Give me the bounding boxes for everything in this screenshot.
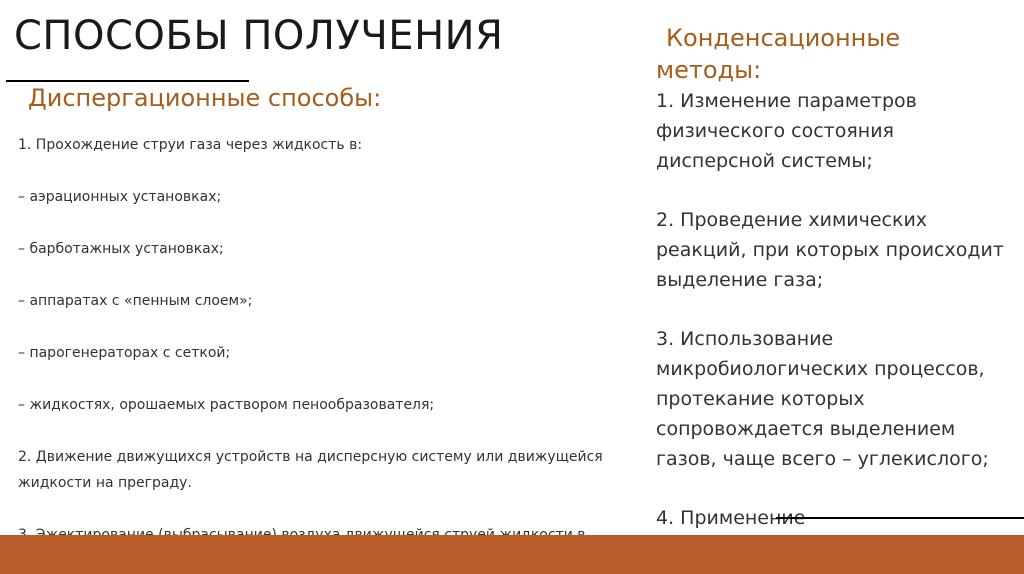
dispersion-item: 1. Прохождение струи газа через жидкость в:: [18, 137, 363, 153]
condensation-item: 2. Проведение химических реакций, при которых происходит выделение газа;: [656, 209, 1004, 291]
dispersion-item: 2. Движение движущихся устройств на дисперсную систему или движущейся жидкости на преграду.: [18, 449, 603, 491]
condensation-item: 1. Изменение параметров физического состояния дисперсной системы;: [656, 90, 917, 172]
dispersion-methods-heading: Диспергационные способы:: [28, 84, 382, 112]
dispersion-item: – парогенераторах с сеткой;: [18, 345, 231, 361]
footer-band: [0, 535, 1024, 574]
condensation-heading-line2: методы:: [656, 56, 762, 84]
condensation-item: 3. Использование микробиологических процессов, протекание которых сопровождается выделением газов, чаще всего – углекислого;: [656, 328, 989, 470]
dispersion-item: – аэрационных установках;: [18, 189, 222, 205]
condensation-item: 4. Применение: [656, 507, 806, 529]
slide-title: СПОСОБЫ ПОЛУЧЕНИЯ: [14, 13, 504, 59]
dispersion-item: – жидкостях, орошаемых раствором пенообразователя;: [18, 397, 435, 413]
dispersion-item: – барботажных установках;: [18, 241, 224, 257]
condensation-methods-heading: [656, 22, 1016, 86]
footer-rule: [776, 517, 1024, 519]
condensation-methods-list: [656, 86, 1016, 533]
condensation-heading-line1: Конденсационные: [666, 24, 901, 52]
dispersion-item: – аппаратах с «пенным слоем»;: [18, 293, 253, 309]
condensation-methods-column: [656, 22, 1016, 562]
dispersion-methods-list: [18, 132, 618, 574]
